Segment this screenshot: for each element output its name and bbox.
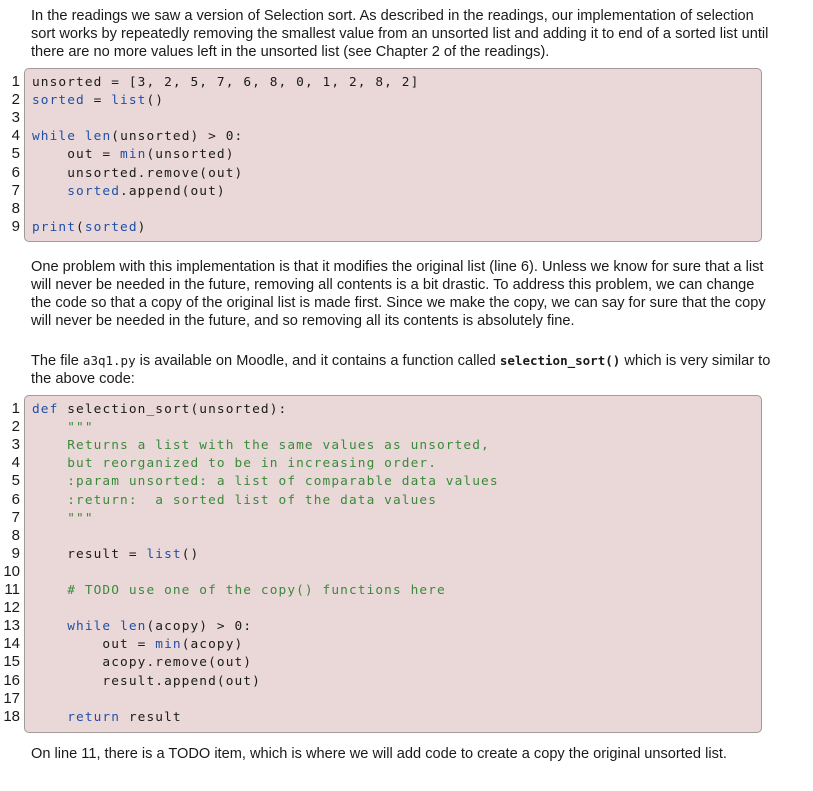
code-line [32,437,490,455]
code-token [32,619,67,634]
line-number: 5 [11,145,20,163]
code-line [32,709,182,727]
line-number: 14 [3,635,20,653]
code-token [111,619,120,634]
code-line [32,636,243,654]
line-number: 9 [11,217,20,235]
code-token: selection_sort(unsorted): [58,402,288,417]
code-token: but reorganized to be in increasing order. [32,456,438,472]
line-number: 8 [11,526,20,544]
code-line [32,165,243,183]
line-number: 15 [3,653,20,671]
code-token: len [84,129,112,145]
code-line [32,74,419,92]
code-token: result [120,709,182,725]
line-number: 18 [3,707,20,725]
code-token: acopy.remove(out) [32,655,253,671]
code-line [32,401,287,419]
file-mid-text: is available on Moodle, and it contains a function called [135,353,500,369]
code-block-1 [24,68,762,242]
line-number: 2 [11,418,20,436]
line-number: 6 [11,490,20,508]
code-line [32,582,446,600]
code-token: unsorted [32,75,103,90]
code-line [32,128,243,146]
code-block-2 [24,395,762,733]
code-line [32,510,94,528]
code-token: result.append(out) [32,673,261,689]
code-token: = [84,93,112,109]
file-paragraph [31,352,771,388]
code-token: () [146,93,165,109]
problem-paragraph: One problem with this implementation is that it modifies the original list (line 6). Unless we know for sure that a list will never be needed in the future, removing all contents is a bit drastic. To address this problem, we can change the code so that a copy of the original list is made first. Since we make the copy, we can say for sure that the copy will never be needed in the future, and so removing all its contents is absolutely fine. [31,259,766,329]
code-line [32,618,252,636]
code-token [32,710,67,725]
code-token: """ [32,510,94,526]
code-token: sorted [67,183,121,199]
code-line [32,492,437,510]
line-number: 2 [11,91,20,109]
code-line [32,146,235,164]
file-name: a3q1.py [82,353,136,368]
code-token: len [120,619,147,635]
code-token: out = [32,147,121,163]
function-name: selection_sort() [499,353,621,368]
code-token: unsorted.remove(out) [32,165,244,181]
line-number: 3 [11,436,20,454]
line-numbers-1 [0,68,20,242]
code-line [32,654,252,672]
code-token: ( [76,219,85,235]
code-line [32,673,261,691]
line-number: 4 [11,127,20,145]
code-token: return [67,709,121,725]
code-token: .append(out) [120,183,226,199]
line-number: 11 [4,581,20,598]
intro-paragraph: In the readings we saw a version of Selection sort. As described in the readings, our implementation of selection sort works by repeatedly removing the smallest value from an unsorted list and adding it to end of a sorted list until there are no more values left in the unsorted list (see Chapter 2 of the readings). [31,8,769,60]
line-number: 6 [11,163,20,181]
code-token: out = [32,637,156,653]
code-token: (acopy) [181,637,244,653]
line-number: 17 [3,689,20,707]
code-token: Returns a list with the same values as unsorted, [32,438,490,454]
line-number: 3 [11,109,20,127]
todo-paragraph: On line 11, there is a TODO item, which is where we will add code to create a copy the original unsorted list. [31,746,727,762]
code-line [32,183,226,201]
file-post-text: which is very similar to the above code: [31,353,771,387]
code-token: (unsorted) > 0: [111,129,244,145]
code-token [76,129,85,144]
code-token: () [181,546,200,562]
line-number: 9 [11,544,20,562]
line-number: 5 [11,472,20,490]
code-token: :param unsorted: a list of comparable data values [32,474,499,490]
code-token: = [102,75,129,90]
line-numbers-2 [0,395,20,733]
line-number: 13 [3,617,20,635]
code-token: list [111,93,147,109]
line-number: 7 [11,508,20,526]
code-token: # TODO use one of the copy() functions here [32,583,446,598]
file-pre-text: The file [31,353,83,369]
line-number: 1 [11,400,20,417]
code-token: def [32,402,59,417]
code-token: sorted [84,219,138,235]
code-token: while [67,619,112,635]
code-line [32,473,499,491]
code-token: (unsorted) [146,147,235,163]
line-number: 1 [11,73,20,90]
code-token: """ [32,420,94,436]
code-token [32,184,67,199]
line-number: 7 [11,181,20,199]
line-number: 12 [3,599,20,617]
code-token: sorted [32,93,85,109]
line-number: 10 [3,562,20,580]
code-token: list [146,546,182,562]
code-token: :return: a sorted list of the data values [32,492,438,508]
code-line [32,219,146,237]
code-token: print [32,219,77,235]
code-line [32,419,94,437]
code-token: min [120,147,147,163]
line-number: 16 [3,671,20,689]
code-token: ) [137,219,147,235]
line-number: 8 [11,199,20,217]
code-line [32,546,199,564]
code-line [32,92,164,110]
code-token: [3, 2, 5, 7, 6, 8, 0, 1, 2, 8, 2] [128,75,420,90]
code-token: min [155,637,182,653]
line-number: 4 [11,454,20,472]
code-line [32,455,437,473]
code-token: while [32,129,77,145]
code-token: (acopy) > 0: [146,619,253,635]
code-token: result = [32,546,147,562]
